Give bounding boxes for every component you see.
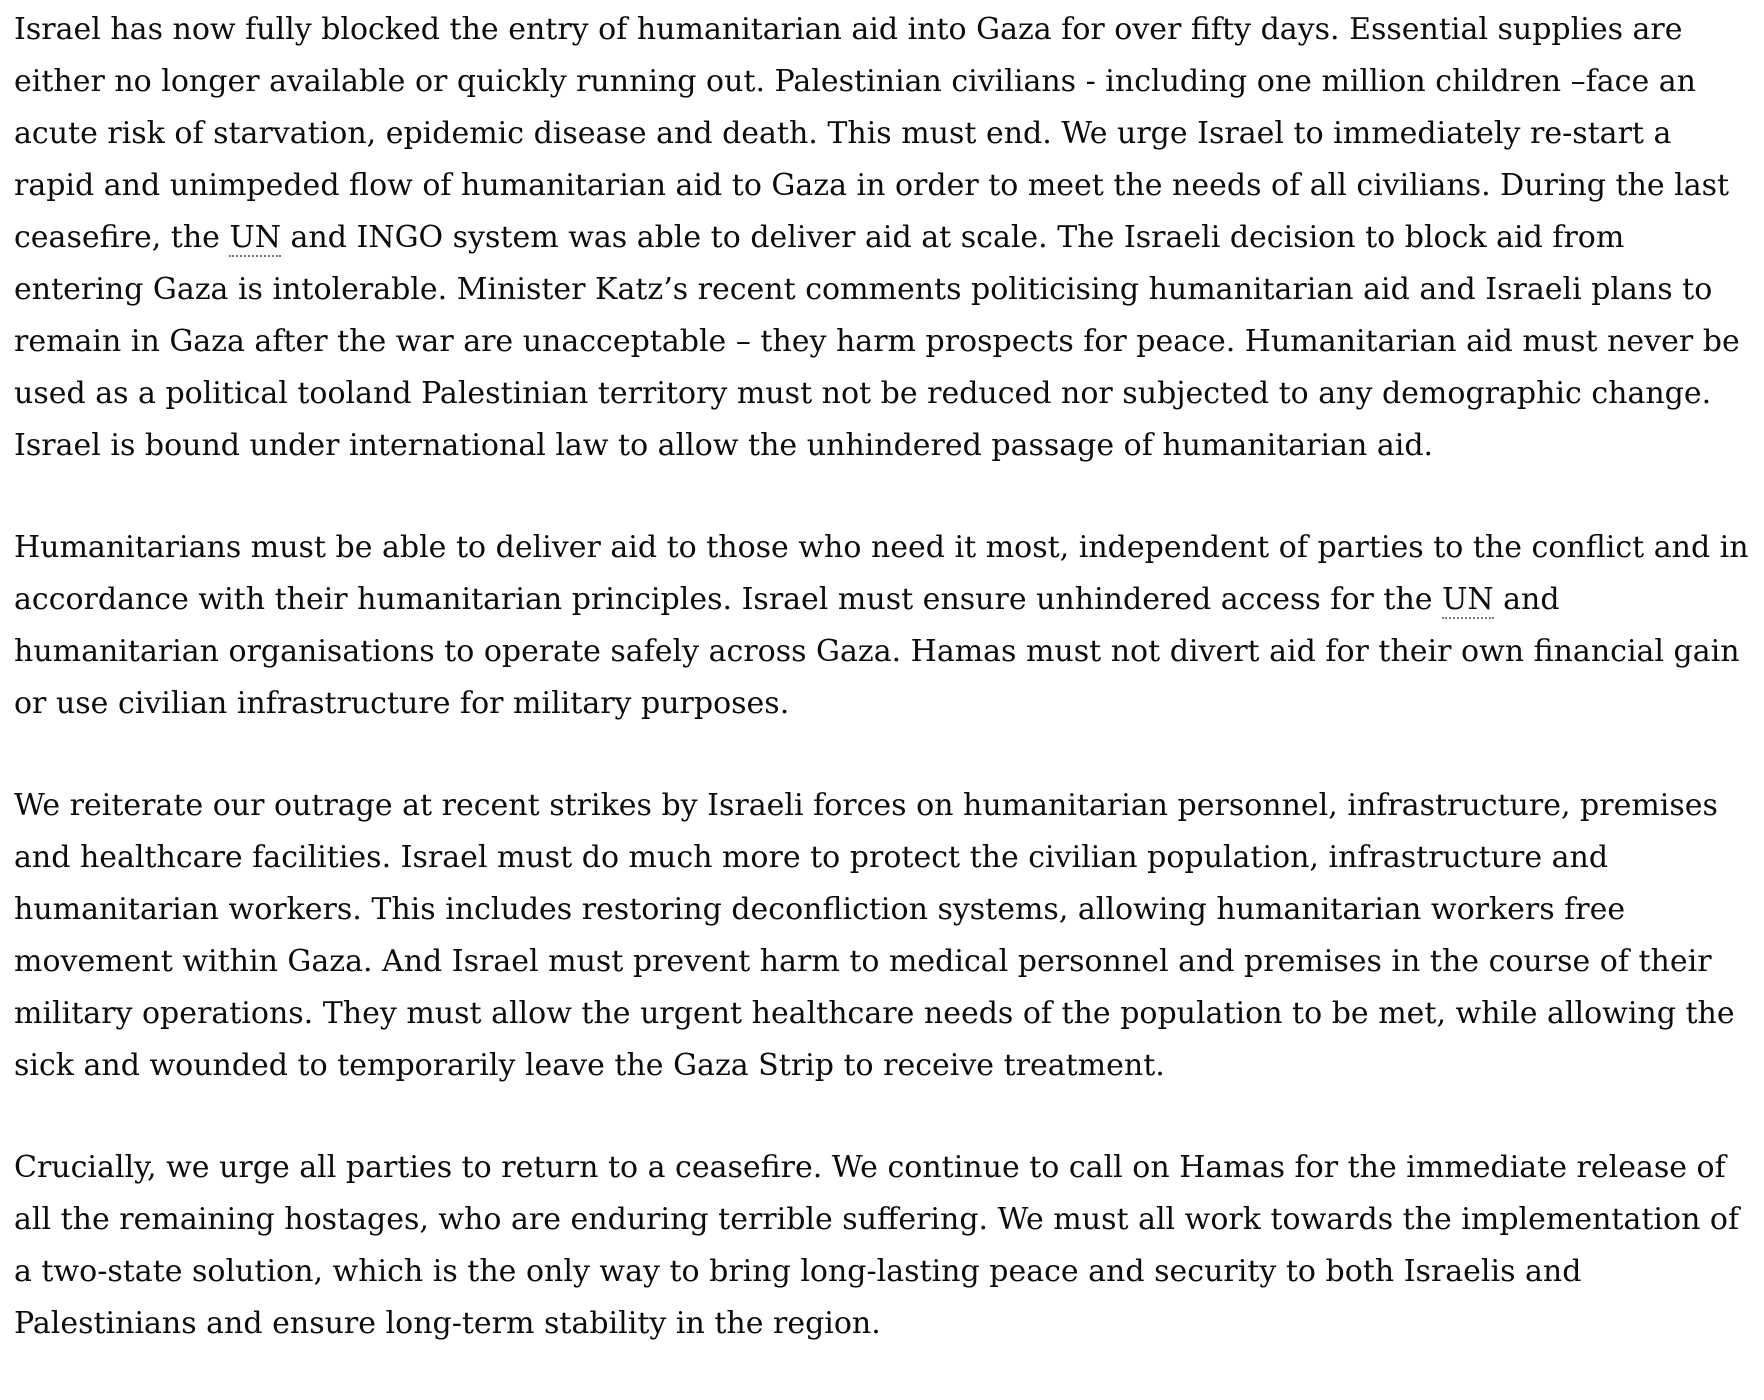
paragraph-3: We reiterate our outrage at recent strikes by Israeli forces on humanitarian personnel, infrastructure, premises and healthcare facilities. Israel must do much more to protect the civilian population, infrastructure and humanitarian workers. This includes restoring deconfliction systems, allowing humanitarian workers free movement within Gaza. And Israel must prevent harm to medical personnel and premises in the course of their military operations. They must allow the urgent healthcare needs of the population to be met, while allowing the sick and wounded to temporarily leave the Gaza Strip to receive treatment. xyxy=(14,788,1735,1083)
paragraph-2 xyxy=(14,522,1758,730)
article-body xyxy=(14,4,1758,1400)
paragraph-1-text-a: Israel has now fully blocked the entry of humanitarian aid into Gaza for over fifty days. Essential supplies are either no longer available or quickly running out. Palestinian civilians - including one million children –face an acute risk of starvation, epidemic disease and death. This must end. We urge Israel to immediately re-start a rapid and unimpeded flow of humanitarian aid to Gaza in order to meet the needs of all civilians. During the last ceasefire, the xyxy=(14,12,1730,255)
paragraph-2-text-a: Humanitarians must be able to deliver aid to those who need it most, independent of parties to the conflict and in accordance with their humanitarian principles. Israel must ensure unhindered access for the xyxy=(14,530,1749,617)
abbr-un[interactable]: UN xyxy=(1442,582,1494,617)
abbr-un[interactable]: UN xyxy=(229,220,281,255)
paragraph-2-text-b: and humanitarian organisations to operate safely across Gaza. Hamas must not divert aid for their own financial gain or use civilian infrastructure for military purposes. xyxy=(14,582,1740,721)
paragraph-1-text-b: and INGO system was able to deliver aid at scale. The Israeli decision to block aid from entering Gaza is intolerable. Minister Katz’s recent comments politicising humanitarian aid and Israeli plans to remain in Gaza after the war are unacceptable – they harm prospects for peace. Humanitarian aid must never be used as a political tooland Palestinian territory must not be reduced nor subjected to any demographic change. Israel is bound under international law to allow the unhindered passage of humanitarian aid. xyxy=(14,220,1740,463)
paragraph-4: Crucially, we urge all parties to return to a ceasefire. We continue to call on Hamas for the immediate release of all the remaining hostages, who are enduring terrible suffering. We must all work towards the implementation of a two-state solution, which is the only way to bring long-lasting peace and security to both Israelis and Palestinians and ensure long-term stability in the region. xyxy=(14,1150,1740,1341)
paragraph-1 xyxy=(14,4,1758,472)
